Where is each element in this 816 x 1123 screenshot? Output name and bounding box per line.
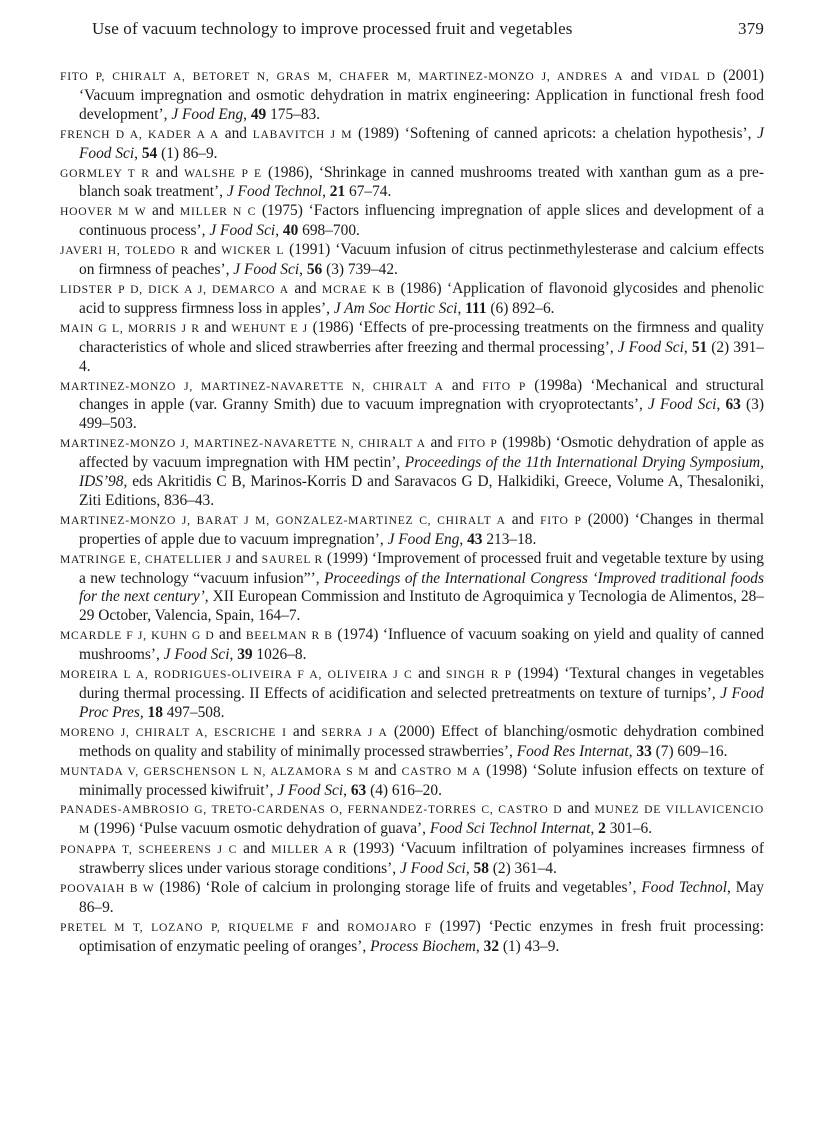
reference-connector: and [219, 124, 253, 142]
reference-entry [60, 280, 764, 319]
reference-pages: (7) 609–16. [651, 742, 728, 760]
reference-last-author: FITO P [540, 513, 582, 527]
reference-journal: J Food Sci [647, 396, 717, 414]
reference-entry [60, 800, 764, 840]
reference-journal: J Food Sci [209, 222, 276, 240]
reference-pages: (3) 499–503. [79, 396, 764, 433]
reference-title: ‘Osmotic dehydration of apple as affected by vacuum impregnation with HM pectin’, [79, 434, 764, 472]
reference-last-author: WALSHE P E [184, 166, 262, 180]
reference-pages: 497–508. [162, 703, 225, 721]
reference-year: (1997) [431, 917, 489, 935]
reference-entry [60, 164, 764, 203]
reference-pages: , May 86–9. [79, 879, 764, 916]
reference-volume: 39 [237, 646, 253, 664]
reference-year: (1974) [332, 626, 383, 644]
reference-journal: Proceedings of the International Congress ‘Improved traditional foods for the next century’ [79, 569, 764, 606]
reference-connector: and [237, 840, 272, 858]
reference-connector: and [369, 761, 402, 779]
reference-pages: (2) 361–4. [488, 860, 557, 878]
reference-separator: , [299, 261, 307, 279]
reference-authors: HOOVER M W [60, 205, 147, 219]
reference-authors: FRENCH D A, KADER A A [60, 127, 220, 141]
reference-volume: 33 [636, 742, 652, 760]
reference-pages: (4) 616–20. [366, 781, 442, 799]
reference-year: (1986), [261, 163, 319, 181]
reference-journal: J Food Sci [163, 646, 230, 664]
reference-separator: , [590, 820, 599, 838]
reference-separator: , [465, 860, 474, 878]
reference-journal: J Food Sci [277, 781, 344, 799]
reference-authors: MCARDLE F J, KUHN G D [60, 629, 215, 643]
reference-entry [60, 762, 764, 801]
reference-year: (1999) [322, 549, 372, 567]
page-number: 379 [738, 19, 764, 38]
reference-entry [60, 434, 764, 511]
reference-volume: 111 [465, 299, 487, 317]
reference-entry [60, 319, 764, 377]
reference-title: ‘Changes in thermal properties of apple due to vacuum impregnation’, [79, 510, 764, 548]
reference-connector: and [309, 917, 348, 935]
reference-journal: J Food Sci [617, 338, 684, 356]
reference-pages: 698–700. [298, 222, 360, 240]
reference-journal: Food Sci Technol Internat [429, 820, 591, 838]
reference-connector: and [623, 67, 661, 84]
reference-separator: , [343, 781, 351, 799]
reference-year: (2000) [387, 722, 442, 740]
reference-connector: and [505, 510, 541, 528]
reference-year: (1986) [307, 318, 359, 336]
reference-authors: GORMLEY T R [60, 166, 150, 180]
reference-connector: and [199, 318, 232, 336]
reference-separator: , [628, 742, 637, 760]
reference-pages: 67–74. [345, 183, 392, 201]
reference-connector: and [189, 241, 222, 259]
reference-list [60, 67, 764, 957]
reference-last-author: ROMOJARO F [347, 920, 432, 934]
reference-title: ‘Solute infusion effects on texture of minimally processed kiwifruit’, [79, 761, 764, 799]
reference-pages: , eds Akritidis C B, Marinos-Korris D and Saravacos G D, Halkidiki, Greece, Volume A, Thesaloniki, Ziti Editions, 836–43. [79, 473, 764, 509]
reference-connector: and [425, 434, 458, 452]
reference-authors: POOVAIAH B W [60, 882, 155, 896]
reference-title: ‘Shrinkage in canned mushrooms treated with xanthan gum as a pre-blanch soak treatment’, [79, 163, 765, 201]
reference-authors: FITO P, CHIRALT A, BETORET N, GRAS M, CHAFER M, MARTINEZ-MONZO J, ANDRES A [60, 70, 624, 83]
reference-last-author: FITO P [457, 437, 498, 451]
reference-title: ‘Softening of canned apricots: a chelation hypothesis’, [404, 124, 758, 142]
reference-pages: (2) 391–4. [79, 338, 764, 375]
reference-connector: and [288, 279, 323, 297]
reference-connector: and [286, 722, 322, 740]
reference-last-author: BEELMAN R B [245, 629, 333, 643]
reference-title: ‘Influence of vacuum soaking on yield and quality of canned mushrooms’, [79, 626, 764, 664]
reference-last-author: MUNEZ DE VILLAVICENCIO M [79, 803, 765, 837]
reference-authors: MARTINEZ-MONZO J, BARAT J M, GONZALEZ-MARTINEZ C, CHIRALT A [60, 513, 506, 527]
reference-volume: 32 [483, 937, 500, 955]
reference-volume: 43 [467, 530, 483, 548]
reference-title: ‘Role of calcium in prolonging storage life of fruits and vegetables’, [205, 879, 642, 897]
reference-volume: 63 [350, 781, 367, 799]
reference-last-author: MILLER N C [179, 205, 257, 219]
reference-authors: PRETEL M T, LOZANO P, RIQUELME F [60, 920, 310, 934]
reference-year: (2001) [715, 67, 765, 84]
reference-title: Effect of blanching/osmotic dehydration combined methods on quality and stability of minimally processed strawberries’, [79, 722, 764, 760]
reference-pages: 213–18. [482, 530, 537, 548]
reference-authors: MOREIRA L A, RODRIGUES-OLIVEIRA F A, OLIVEIRA J C [60, 668, 413, 682]
reference-volume: 18 [147, 703, 163, 721]
reference-journal: Process Biochem [370, 937, 476, 955]
reference-last-author: FITO P [482, 379, 527, 393]
reference-authors: MARTINEZ-MONZO J, MARTINEZ-NAVARETTE N, CHIRALT A [60, 379, 444, 393]
reference-authors: PONAPPA T, SCHEERENS J C [60, 843, 238, 857]
reference-volume: 58 [473, 860, 489, 878]
reference-last-author: MCRAE K B [322, 282, 396, 296]
reference-journal: J Food Sci [79, 124, 765, 162]
reference-connector: and [146, 202, 180, 220]
reference-separator: , [243, 105, 251, 123]
reference-pages: 301–6. [605, 820, 653, 838]
reference-entry [60, 626, 764, 665]
reference-title: ‘Vacuum impregnation and osmotic dehydration in matrix engineering: Application in functional fresh food development’, [79, 86, 764, 123]
reference-connector: and [443, 376, 483, 394]
reference-authors: LIDSTER P D, DICK A J, DEMARCO A [60, 282, 289, 296]
reference-connector: and [231, 549, 262, 567]
reference-last-author: SINGH R P [446, 668, 512, 682]
reference-separator: , [275, 222, 283, 240]
reference-volume: 2 [598, 820, 606, 838]
reference-last-author: VIDAL D [660, 70, 716, 83]
reference-pages: (3) 739–42. [322, 261, 398, 279]
reference-authors: PANADES-AMBROSIO G, TRETO-CARDENAS O, FERNANDEZ-TORRES C, CASTRO D [60, 803, 563, 817]
reference-separator: , [459, 530, 468, 548]
reference-entry [60, 377, 764, 435]
reference-year: (1989) [352, 124, 405, 142]
reference-separator: , [322, 183, 330, 201]
reference-journal: J Food Sci [233, 261, 300, 279]
reference-journal: J Food Eng [387, 530, 460, 548]
reference-year: (1991) [284, 241, 336, 259]
reference-entry [60, 125, 764, 164]
reference-authors: MORENO J, CHIRALT A, ESCRICHE I [60, 725, 287, 739]
reference-volume: 21 [329, 183, 346, 201]
reference-journal: J Food Eng [171, 105, 244, 123]
reference-journal: J Food Sci [399, 860, 466, 878]
reference-title: ‘Pulse vacuum osmotic dehydration of guava’, [138, 820, 430, 838]
reference-year: (1994) [511, 665, 565, 683]
reference-entry [60, 879, 764, 918]
reference-separator: , [457, 299, 466, 317]
reference-year: (1998a) [526, 376, 591, 394]
reference-pages: (1) 86–9. [157, 144, 218, 162]
reference-connector: and [412, 665, 447, 683]
reference-authors: MUNTADA V, GERSCHENSON L N, ALZAMORA S M [60, 764, 370, 778]
reference-separator: , [229, 646, 238, 664]
reference-year: (1996) [90, 820, 139, 838]
reference-connector: and [149, 163, 185, 181]
reference-last-author: WEHUNT E J [231, 321, 308, 335]
reference-year: (1993) [347, 840, 401, 858]
reference-pages: (6) 892–6. [486, 299, 555, 317]
reference-title: ‘Application of flavonoid glycosides and phenolic acid to suppress firmness loss in apples’, [79, 279, 764, 317]
reference-last-author: SAUREL R [261, 552, 323, 566]
reference-volume: 40 [282, 222, 299, 240]
reference-volume: 51 [691, 338, 708, 356]
reference-title: ‘Pectic enzymes in fresh fruit processing: optimisation of enzymatic peeling of oranges’, [79, 917, 765, 955]
reference-separator: , [683, 338, 692, 356]
reference-pages: 1026–8. [252, 646, 307, 664]
reference-entry [60, 241, 764, 280]
reference-year: (1998) [481, 761, 533, 779]
reference-authors: MATRINGE E, CHATELLIER J [60, 552, 232, 566]
reference-title: ‘Improvement of processed fruit and vegetable texture by using a new technology “vacuum infusion”’, [79, 549, 764, 587]
reference-year: (1986) [154, 879, 206, 897]
reference-authors: JAVERI H, TOLEDO R [60, 244, 190, 258]
reference-year: (1998b) [497, 434, 556, 452]
running-head-title: Use of vacuum technology to improve processed fruit and vegetables [92, 19, 573, 38]
reference-pages: (1) 43–9. [499, 937, 560, 955]
reference-volume: 54 [141, 144, 158, 162]
reference-year: (1975) [256, 202, 309, 220]
reference-journal: Food Technol [641, 879, 727, 897]
reference-last-author: CASTRO M A [401, 764, 482, 778]
reference-year: (1986) [395, 279, 448, 297]
reference-title: ‘Vacuum infiltration of polyamines increases firmness of strawberry slices under various storage conditions’, [79, 840, 765, 878]
reference-authors: MAIN G L, MORRIS J R [60, 321, 200, 335]
reference-separator: , [716, 396, 726, 414]
reference-journal: Food Res Internat [516, 742, 629, 760]
reference-title: ‘Mechanical and structural changes in apple (var. Granny Smith) due to vacuum impregnation with cryoprotectants’, [79, 376, 765, 414]
reference-pages: 175–83. [266, 105, 321, 123]
reference-entry [60, 550, 764, 627]
reference-entry [60, 67, 764, 125]
reference-year: (2000) [581, 510, 635, 528]
reference-entry [60, 511, 764, 550]
reference-connector: and [562, 800, 595, 818]
reference-journal: J Food Proc Pres [79, 685, 764, 721]
reference-separator: , [475, 937, 484, 955]
reference-title: ‘Factors influencing impregnation of apple slices and development of a continuous process’, [79, 202, 764, 240]
reference-last-author: MILLER A R [271, 843, 348, 857]
reference-entry [60, 202, 764, 241]
reference-title: ‘Vacuum infusion of citrus pectinmethylesterase and calcium effects on firmness of peaches’, [79, 241, 764, 279]
reference-last-author: LABAVITCH J M [252, 127, 353, 141]
reference-entry [60, 918, 764, 957]
reference-journal: J Am Soc Hortic Sci [333, 299, 458, 317]
reference-connector: and [214, 626, 246, 644]
reference-separator: , [139, 703, 148, 721]
reference-authors: MARTINEZ-MONZO J, MARTINEZ-NAVARETTE N, CHIRALT A [60, 437, 426, 451]
reference-separator: , [134, 144, 142, 162]
reference-entry [60, 840, 764, 879]
reference-volume: 49 [250, 105, 267, 123]
reference-title: ‘Textural changes in vegetables during thermal processing. II Effects of acidification and selected pretreatments on texture of turnips’, [79, 665, 765, 702]
reference-last-author: WICKER L [221, 244, 285, 258]
reference-pages: , XII European Commission and Instituto de Agroquimica y Tecnologia de Alimentos, 28–29 October, Valencia, Spain, 164–7. [79, 588, 764, 625]
reference-entry [60, 723, 764, 762]
reference-entry [60, 665, 764, 723]
reference-journal: J Food Technol [226, 183, 323, 201]
reference-volume: 63 [725, 396, 741, 414]
reference-journal: Proceedings of the 11th International Drying Symposium, IDS’98 [79, 454, 764, 491]
reference-title: ‘Effects of pre-processing treatments on the firmness and quality characteristics of whole and sliced strawberries after freezing and thermal processing’, [79, 318, 765, 356]
reference-last-author: SERRA J A [321, 725, 388, 739]
reference-volume: 56 [306, 261, 323, 279]
